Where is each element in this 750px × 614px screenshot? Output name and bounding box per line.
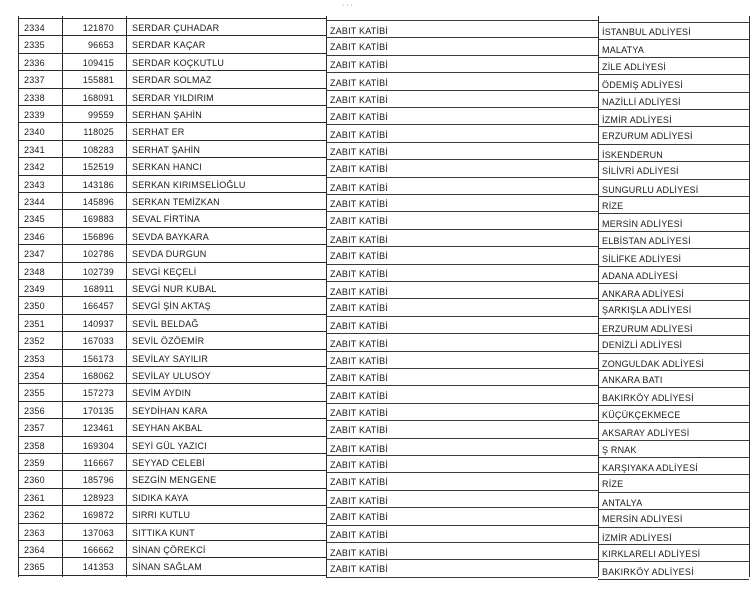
row-title: ZABIT KATİBİ bbox=[330, 495, 389, 506]
row-id: 169883 bbox=[82, 214, 114, 225]
row-name: SERDAR SOLMAZ bbox=[132, 75, 212, 86]
table-row bbox=[0, 177, 750, 194]
row-title: ZABIT KATİBİ bbox=[330, 460, 389, 470]
row-name: SEVİL BELDAĞ bbox=[132, 318, 199, 329]
row-place: İSKENDERUN bbox=[602, 149, 664, 160]
table-row bbox=[0, 507, 750, 524]
row-title: ZABIT KATİBİ bbox=[330, 529, 389, 540]
row-number: 2356 bbox=[24, 405, 45, 416]
row-title: ZABIT KATİBİ bbox=[330, 146, 389, 157]
row-id: 168091 bbox=[82, 92, 114, 103]
row-name: SITTIKA KUNT bbox=[132, 527, 195, 538]
row-divider bbox=[18, 18, 326, 19]
row-number: 2343 bbox=[24, 179, 45, 190]
row-name: SEVGİ KEÇELİ bbox=[132, 266, 197, 277]
row-title: ZABIT KATİBİ bbox=[330, 303, 389, 314]
row-place: BAKIRKÖY ADLİYESİ bbox=[602, 393, 694, 404]
row-title: ZABIT KATİBİ bbox=[330, 268, 389, 279]
table-row bbox=[0, 351, 750, 368]
row-name: SERHAT ER bbox=[132, 127, 185, 138]
row-title: ZABIT KATİBİ bbox=[330, 216, 389, 227]
row-id: 156173 bbox=[82, 353, 114, 364]
row-number: 2355 bbox=[24, 388, 45, 399]
row-place: İSTANBUL ADLİYESİ bbox=[602, 27, 691, 37]
row-title: ZABIT KATİBİ bbox=[330, 164, 389, 175]
row-id: 169304 bbox=[82, 440, 114, 451]
row-id: 167033 bbox=[82, 336, 114, 347]
row-title: ZABIT KATİBİ bbox=[330, 94, 389, 105]
row-id: 108283 bbox=[82, 144, 114, 155]
table-row bbox=[0, 438, 750, 455]
row-place: ANKARA ADLİYESİ bbox=[602, 289, 685, 299]
row-place: SUNGURLU ADLİYESİ bbox=[602, 184, 699, 195]
row-number: 2339 bbox=[24, 110, 45, 120]
row-title: ZABIT KATİBİ bbox=[330, 130, 389, 141]
row-id: 141353 bbox=[82, 562, 114, 573]
row-name: SEYYAD CELEBİ bbox=[132, 458, 205, 468]
row-name: SERHAT ŞAHİN bbox=[132, 144, 201, 155]
row-name: SEYHAN AKBAL bbox=[132, 423, 203, 434]
row-place: KIRKLARELI ADLİYESİ bbox=[602, 549, 701, 559]
row-title: ZABIT KATİBİ bbox=[330, 391, 389, 402]
row-number: 2334 bbox=[24, 23, 45, 33]
row-name: SEVDA DURGUN bbox=[132, 249, 207, 260]
row-divider bbox=[326, 577, 598, 578]
table-row bbox=[0, 246, 750, 263]
row-id: 102786 bbox=[82, 249, 114, 260]
row-place: İZMİR ADLİYESİ bbox=[602, 115, 672, 125]
row-place: ANKARA BATI bbox=[602, 375, 663, 385]
row-place: BAKIRKÖY ADLİYESİ bbox=[602, 567, 694, 578]
table-row bbox=[0, 55, 750, 72]
table-row bbox=[0, 72, 750, 89]
row-id: 145896 bbox=[82, 197, 114, 207]
row-title: ZABIT KATİBİ bbox=[330, 548, 389, 558]
row-name: SERKAN KIRIMSELİOĞLU bbox=[132, 179, 246, 190]
row-name: SEVDA BAYKARA bbox=[132, 231, 209, 242]
row-id: 166457 bbox=[82, 301, 114, 312]
row-id: 116667 bbox=[83, 458, 114, 468]
row-title: ZABIT KATİBİ bbox=[330, 112, 389, 122]
table-row bbox=[0, 264, 750, 281]
row-place: ANTALYA bbox=[602, 497, 643, 508]
row-name: SERDAR KOÇKUTLU bbox=[132, 57, 225, 68]
row-name: SERDAR ÇUHADAR bbox=[132, 23, 220, 33]
table-row bbox=[0, 472, 750, 489]
row-name: SEVAL FİRTİNA bbox=[132, 214, 200, 225]
row-id: 170135 bbox=[82, 405, 114, 416]
row-place: ZONGULDAK ADLİYESİ bbox=[602, 358, 705, 369]
row-id: 157273 bbox=[82, 388, 114, 399]
row-id: 169872 bbox=[82, 510, 114, 521]
row-name: SEVGİ ŞİN AKTAŞ bbox=[132, 301, 211, 312]
row-place: SİLİVRİ ADLİYESİ bbox=[602, 166, 679, 177]
row-number: 2359 bbox=[24, 458, 45, 468]
row-title: ZABIT KATİBİ bbox=[330, 355, 389, 366]
row-name: SIDIKA KAYA bbox=[132, 492, 189, 503]
row-name: SİNAN ÇÖREKCİ bbox=[132, 545, 206, 555]
table-row bbox=[0, 211, 750, 228]
table-row bbox=[0, 542, 750, 559]
row-name: SERKAN HANCI bbox=[132, 162, 202, 173]
row-place: Ş RNAK bbox=[602, 444, 637, 455]
row-title: ZABIT KATİBİ bbox=[330, 320, 389, 331]
row-number: 2342 bbox=[24, 162, 45, 173]
row-id: 118025 bbox=[83, 127, 114, 138]
row-name: SERDAR KAÇAR bbox=[132, 40, 206, 51]
table-row bbox=[0, 420, 750, 437]
row-id: 168911 bbox=[83, 284, 114, 294]
table-row bbox=[0, 559, 750, 576]
row-place: ELBİSTAN ADLİYESİ bbox=[602, 235, 691, 246]
row-number: 2348 bbox=[24, 266, 45, 277]
row-number: 2358 bbox=[24, 440, 45, 451]
row-title: ZABIT KATİBİ bbox=[330, 287, 389, 297]
row-place: ERZURUM ADLİYESİ bbox=[602, 323, 693, 334]
row-name: SEYDİHAN KARA bbox=[132, 405, 208, 416]
row-number: 2341 bbox=[24, 144, 45, 155]
table-row bbox=[0, 490, 750, 507]
row-number: 2349 bbox=[24, 284, 45, 294]
row-title: ZABIT KATİBİ bbox=[330, 78, 389, 89]
row-id: 155881 bbox=[82, 75, 114, 86]
row-place: NAZİLLİ ADLİYESİ bbox=[602, 96, 681, 107]
row-name: SEZGİN MENGENE bbox=[132, 475, 217, 486]
table-row bbox=[0, 124, 750, 141]
row-name: SERHAN ŞAHİN bbox=[132, 110, 202, 120]
row-id: 168062 bbox=[82, 371, 114, 381]
table-row bbox=[0, 403, 750, 420]
row-number: 2362 bbox=[24, 510, 45, 521]
row-number: 2357 bbox=[24, 423, 45, 434]
row-id: 109415 bbox=[82, 57, 114, 68]
table-row bbox=[0, 298, 750, 315]
row-id: 102739 bbox=[82, 266, 114, 277]
row-place: ÖDEMİŞ ADLİYESİ bbox=[602, 80, 684, 91]
row-title: ZABIT KATİBİ bbox=[330, 42, 389, 53]
row-id: 156896 bbox=[82, 231, 114, 242]
row-number: 2346 bbox=[24, 231, 45, 242]
table-row bbox=[0, 142, 750, 159]
row-number: 2361 bbox=[24, 492, 45, 503]
row-number: 2364 bbox=[24, 545, 45, 555]
row-title: ZABIT KATİBİ bbox=[330, 339, 389, 350]
table-row bbox=[0, 281, 750, 298]
row-title: ZABIT KATİBİ bbox=[330, 373, 389, 383]
table-row bbox=[0, 90, 750, 107]
row-title: ZABIT KATİBİ bbox=[330, 199, 389, 209]
row-title: ZABIT KATİBİ bbox=[330, 425, 389, 436]
row-name: SEYİ GÜL YAZICI bbox=[132, 440, 207, 451]
table-row bbox=[0, 20, 750, 37]
row-title: ZABIT KATİBİ bbox=[330, 477, 389, 488]
row-place: RİZE bbox=[602, 201, 624, 211]
table-row bbox=[0, 159, 750, 176]
row-id: 96653 bbox=[87, 40, 114, 51]
row-number: 2365 bbox=[24, 562, 45, 573]
row-id: 99559 bbox=[87, 110, 114, 120]
row-number: 2345 bbox=[24, 214, 45, 225]
row-id: 185796 bbox=[82, 475, 114, 486]
row-name: SIRRI KUTLU bbox=[132, 510, 191, 521]
row-name: SEVİLAY ULUSOY bbox=[132, 371, 212, 381]
row-number: 2336 bbox=[24, 57, 45, 68]
row-place: İZMİR ADLİYESİ bbox=[602, 532, 672, 543]
row-number: 2360 bbox=[24, 475, 45, 486]
row-id: 166662 bbox=[82, 545, 114, 555]
row-place: MERSİN ADLİYESİ bbox=[602, 219, 683, 230]
row-number: 2350 bbox=[24, 301, 45, 312]
row-id: 137063 bbox=[82, 527, 114, 538]
table-row bbox=[0, 368, 750, 385]
row-place: ERZURUM ADLİYESİ bbox=[602, 131, 693, 142]
row-number: 2351 bbox=[24, 318, 45, 329]
table-row bbox=[0, 194, 750, 211]
row-number: 2337 bbox=[24, 75, 45, 86]
row-title: ZABIT KATİBİ bbox=[330, 59, 389, 70]
row-name: SİNAN SAĞLAM bbox=[132, 562, 202, 573]
table-row bbox=[0, 229, 750, 246]
row-place: AKSARAY ADLİYESİ bbox=[602, 428, 690, 439]
row-place: ŞARKIŞLA ADLİYESİ bbox=[602, 305, 692, 316]
row-place: MERSİN ADLİYESİ bbox=[602, 514, 683, 525]
row-title: ZABIT KATİBİ bbox=[330, 443, 389, 454]
row-id: 143186 bbox=[82, 179, 114, 190]
row-id: 121870 bbox=[82, 23, 114, 33]
row-name: SEVGİ NUR KUBAL bbox=[132, 284, 217, 294]
row-place: RİZE bbox=[602, 479, 624, 490]
row-title: ZABIT KATİBİ bbox=[330, 407, 389, 418]
row-number: 2352 bbox=[24, 336, 45, 347]
row-id: 140937 bbox=[82, 318, 114, 329]
table-row bbox=[0, 107, 750, 124]
row-name: SERDAR YILDIRIM bbox=[132, 92, 214, 103]
row-title: ZABIT KATİBİ bbox=[330, 564, 389, 575]
row-number: 2353 bbox=[24, 353, 45, 364]
table-row bbox=[0, 316, 750, 333]
table-row bbox=[0, 37, 750, 54]
row-title: ZABIT KATİBİ bbox=[330, 251, 389, 262]
table-row bbox=[0, 333, 750, 350]
row-name: SEVİLAY SAYILIR bbox=[132, 353, 209, 364]
table-row bbox=[0, 525, 750, 542]
row-place: ZİLE ADLİYESİ bbox=[602, 61, 667, 72]
row-number: 2335 bbox=[24, 40, 45, 51]
row-number: 2340 bbox=[24, 127, 45, 138]
row-place: DENİZLİ ADLİYESİ bbox=[602, 340, 683, 351]
row-id: 123461 bbox=[82, 423, 114, 434]
row-title: ZABIT KATİBİ bbox=[330, 26, 389, 36]
row-place: MALATYA bbox=[602, 45, 645, 56]
row-number: 2344 bbox=[24, 197, 45, 207]
row-number: 2338 bbox=[24, 92, 45, 103]
row-place: KARŞIYAKA ADLİYESİ bbox=[602, 463, 698, 473]
row-id: 152519 bbox=[82, 162, 114, 173]
row-title: ZABIT KATİBİ bbox=[330, 512, 389, 523]
row-number: 2363 bbox=[24, 527, 45, 538]
table-row bbox=[0, 455, 750, 472]
row-id: 128923 bbox=[82, 492, 114, 503]
row-number: 2347 bbox=[24, 249, 45, 260]
row-name: SEVİL ÖZÖEMİR bbox=[132, 336, 205, 347]
page-mark: · · · bbox=[342, 2, 353, 9]
row-name: SERKAN TEMİZKAN bbox=[132, 197, 220, 207]
table-row bbox=[0, 385, 750, 402]
row-place: KÜÇÜKÇEKMECE bbox=[602, 409, 681, 420]
row-place: SİLİFKE ADLİYESİ bbox=[602, 254, 682, 265]
row-name: SEVİM AYDIN bbox=[132, 388, 192, 399]
row-title: ZABIT KATİBİ bbox=[330, 234, 389, 245]
row-place: ADANA ADLİYESİ bbox=[602, 270, 678, 281]
row-title: ZABIT KATİBİ bbox=[330, 182, 389, 193]
row-number: 2354 bbox=[24, 371, 45, 381]
